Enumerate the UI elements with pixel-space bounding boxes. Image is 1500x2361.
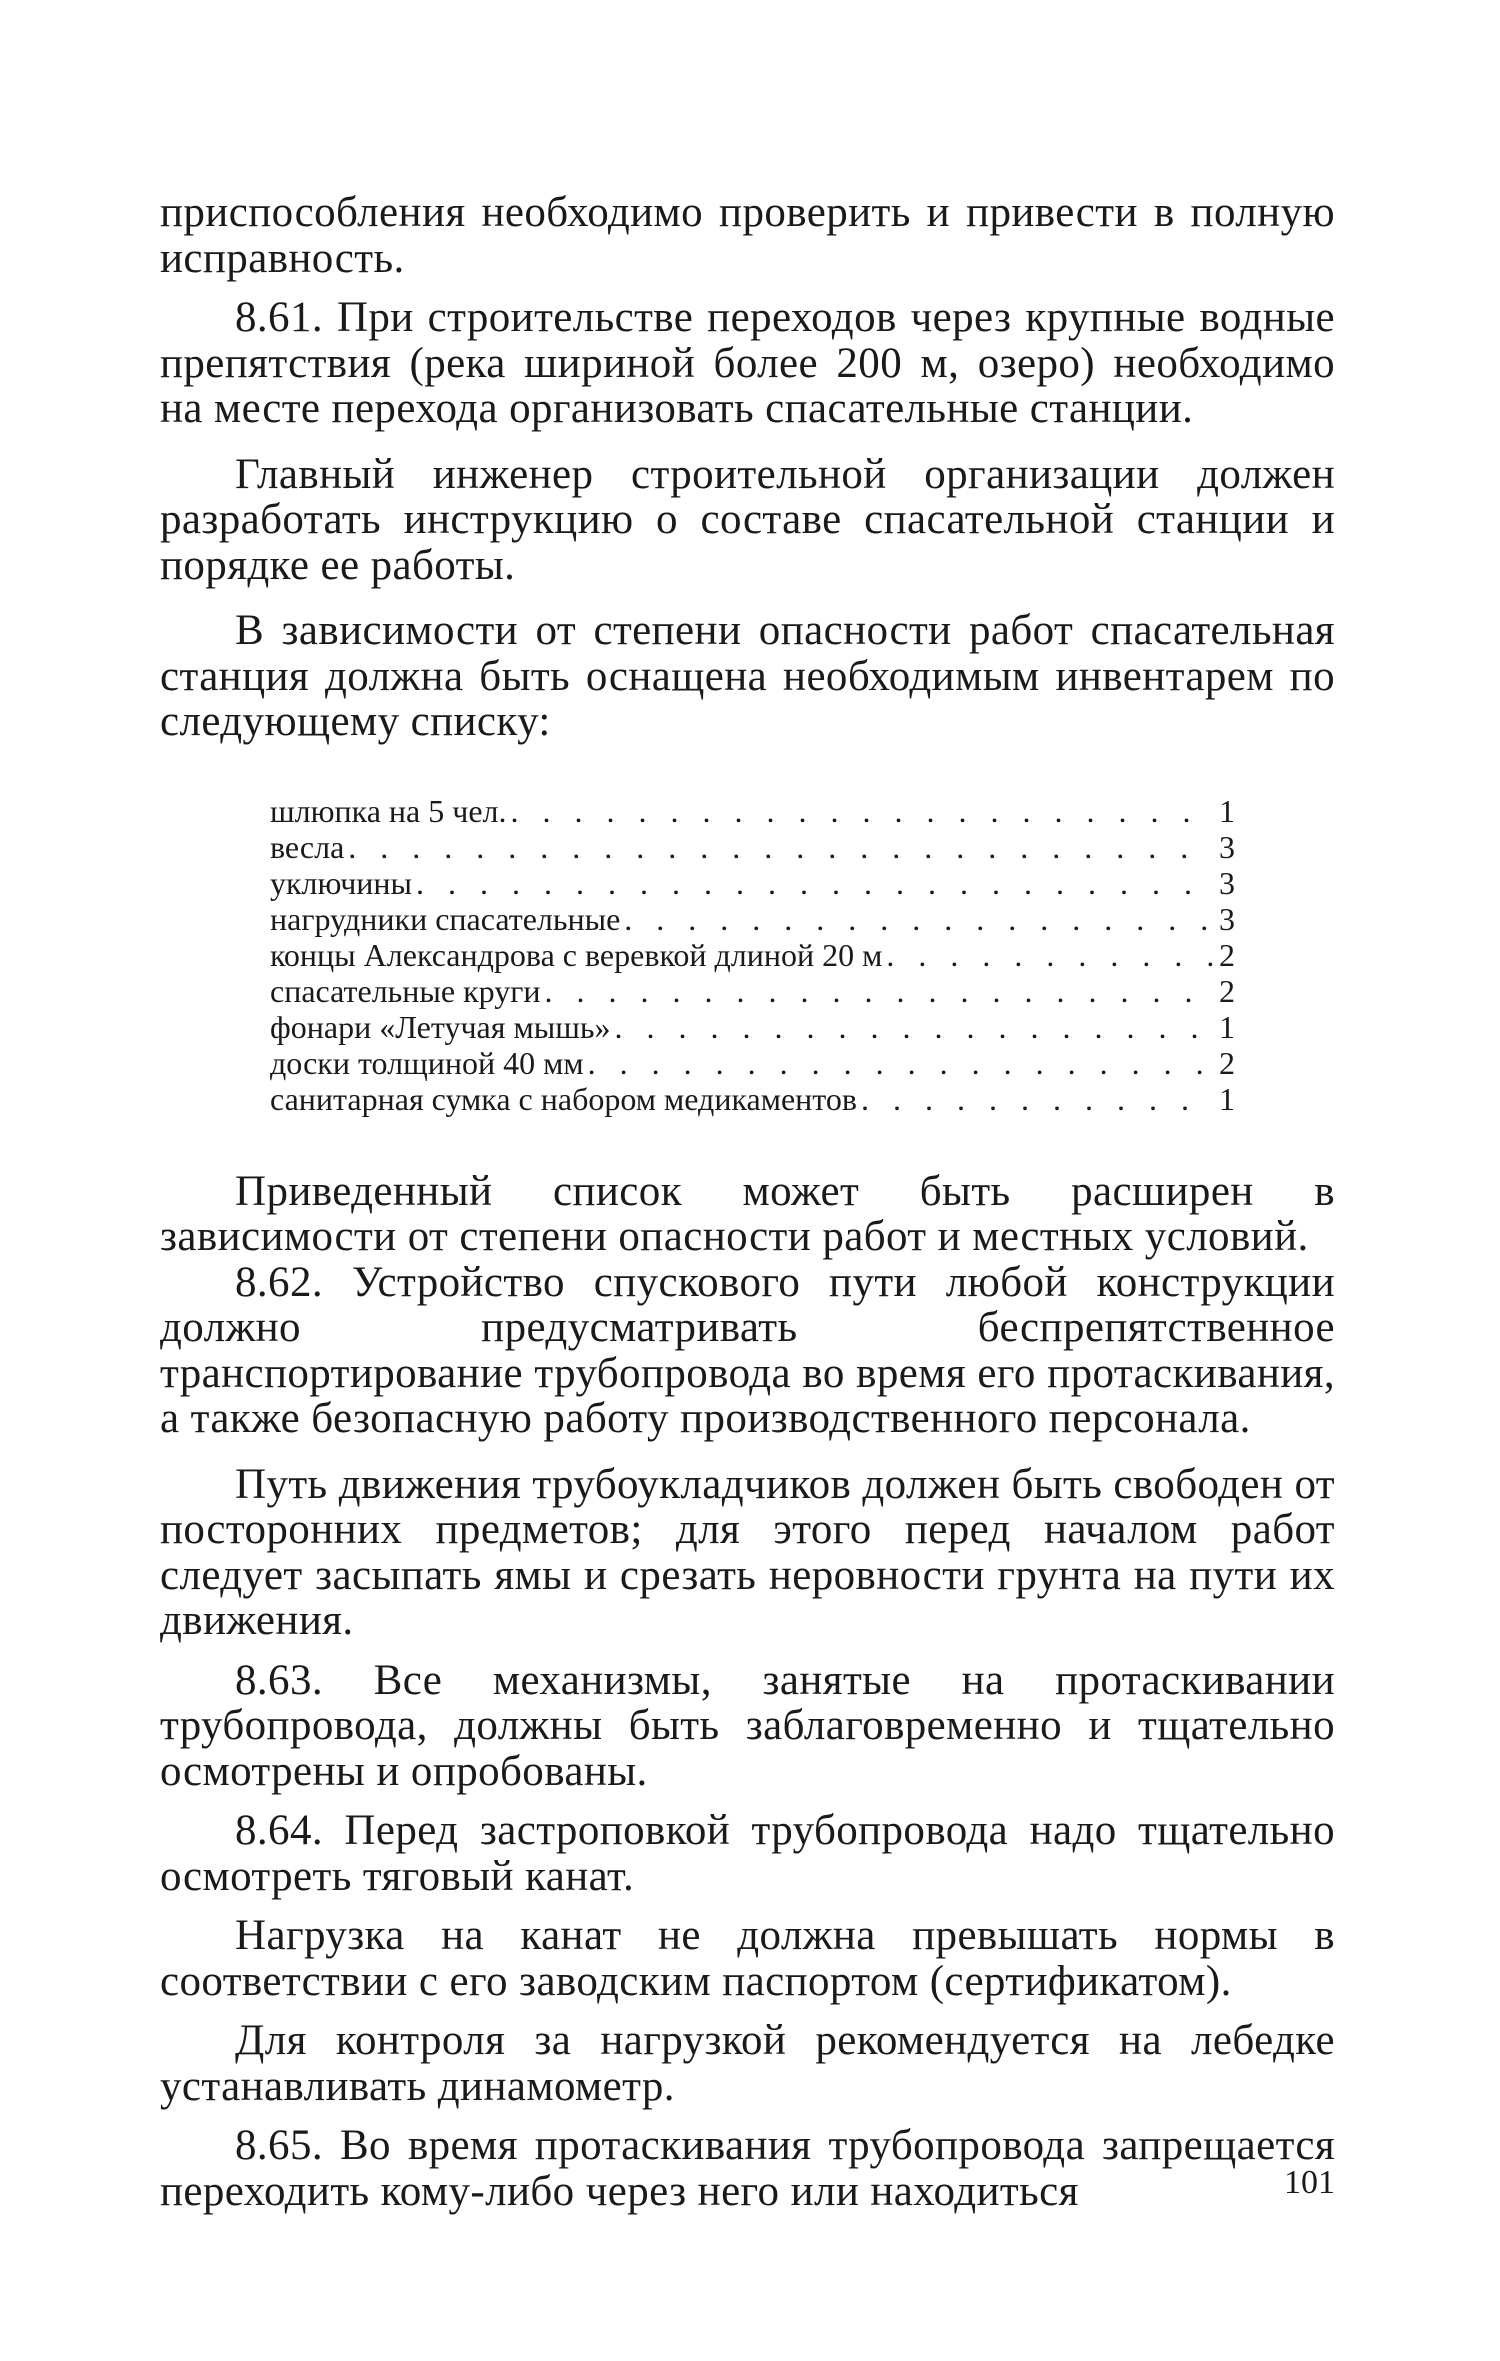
- paragraph-rope-load: Нагрузка на канат не должна превышать нормы в соответствии с его заводским паспортом (сертификатом).: [160, 1912, 1335, 2005]
- paragraph-inventory-intro: В зависимости от степени опасности работ спасательная станция должна быть оснащена необходимым инвентарем по следующему списку:: [160, 607, 1335, 745]
- list-item: [270, 1045, 1235, 1081]
- inventory-item-qty: 3: [1219, 864, 1235, 901]
- paragraph-8-61: 8.61. При строительстве переходов через крупные водные препятствия (река шириной более 200 м, озеро) необходимо на месте перехода организовать спасательные станции.: [160, 294, 1335, 432]
- inventory-item-name: спасательные круги: [270, 972, 541, 1009]
- leader-dots: [412, 865, 1213, 901]
- paragraph-chief-engineer: Главный инженер строительной организации должен разработать инструкцию о составе спасательной станции и порядке ее работы.: [160, 450, 1335, 589]
- leader-dots: [344, 829, 1213, 865]
- inventory-item-name: шлюпка на 5 чел.: [270, 792, 507, 829]
- paragraph-8-64: 8.64. Перед застроповкой трубопровода надо тщательно осмотреть тяговый канат.: [160, 1807, 1335, 1900]
- page-number: 101: [1284, 2164, 1335, 2201]
- list-item: [270, 1081, 1235, 1117]
- inventory-item-qty: 1: [1219, 1080, 1235, 1117]
- list-item: [270, 829, 1235, 865]
- list-item: [270, 793, 1235, 829]
- list-item: [270, 865, 1235, 901]
- inventory-item-qty: 2: [1219, 972, 1235, 1009]
- document-page: [160, 190, 1335, 2214]
- leader-dots: [857, 1081, 1213, 1117]
- inventory-item-qty: 1: [1219, 1008, 1235, 1045]
- inventory-item-qty: 1: [1219, 792, 1235, 829]
- paragraph-dynamometer: Для контроля за нагрузкой рекомендуется на лебедке устанавливать динамометр.: [160, 2017, 1335, 2110]
- inventory-item-name: весла: [270, 828, 345, 865]
- inventory-item-name: уключины: [270, 864, 413, 901]
- paragraph-8-65: 8.65. Во время протаскивания трубопровода запрещается переходить кому-либо через него или находиться: [160, 2122, 1335, 2215]
- inventory-item-qty: 2: [1219, 1044, 1235, 1081]
- list-item: [270, 901, 1235, 937]
- inventory-item-qty: 3: [1219, 900, 1235, 937]
- leader-dots: [610, 1009, 1213, 1045]
- inventory-item-qty: 2: [1219, 936, 1235, 973]
- inventory-item-name: фонари «Летучая мышь»: [270, 1008, 611, 1045]
- paragraph-pipelayer-path: Путь движения трубоукладчиков должен быть свободен от посторонних предметов; для этого перед началом работ следует засыпать ямы и срезать неровности грунта на пути их движения.: [160, 1460, 1335, 1644]
- inventory-list: [270, 793, 1235, 1117]
- leader-dots: [584, 1045, 1213, 1081]
- list-item: [270, 1009, 1235, 1045]
- leader-dots: [540, 973, 1213, 1009]
- paragraph-8-62: 8.62. Устройство спускового пути любой конструкции должно предусматривать беспрепятственное транспортирование трубопровода во время его протаскивания, а также безопасную работу производственного персонала.: [160, 1258, 1335, 1442]
- list-item: [270, 973, 1235, 1009]
- inventory-item-qty: 3: [1219, 828, 1235, 865]
- leader-dots: [507, 793, 1214, 829]
- paragraph-8-63: 8.63. Все механизмы, занятые на протаскивании трубопровода, должны быть заблаговременно и тщательно осмотрены и опробованы.: [160, 1656, 1335, 1795]
- list-item: [270, 937, 1235, 973]
- inventory-item-name: санитарная сумка с набором медикаментов: [270, 1080, 857, 1117]
- leader-dots: [620, 901, 1213, 937]
- inventory-item-name: концы Александрова с веревкой длиной 20 м: [270, 936, 883, 973]
- inventory-item-name: нагрудники спасательные: [270, 900, 621, 937]
- leader-dots: [882, 937, 1213, 973]
- inventory-item-name: доски толщиной 40 мм: [270, 1044, 584, 1081]
- paragraph-continuation: приспособления необходимо проверить и привести в полную исправность.: [160, 189, 1335, 282]
- paragraph-list-extension: Приведенный список может быть расширен в зависимости от степени опасности работ и местных условий.: [160, 1167, 1335, 1260]
